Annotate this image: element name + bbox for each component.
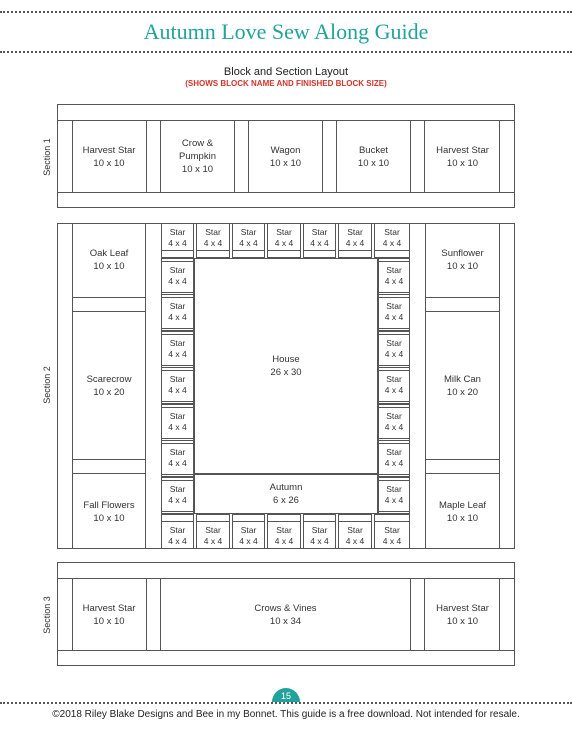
section-3-label: Section 3	[42, 596, 52, 634]
section-1-label: Section 1	[42, 138, 52, 176]
block-star: Star 4 x 4	[232, 223, 265, 251]
page-number-badge: 15	[272, 688, 300, 702]
block-star: Star 4 x 4	[161, 407, 194, 439]
block-bucket: Bucket 10 x 10	[357, 144, 390, 169]
block-star: Star 4 x 4	[161, 334, 194, 366]
title-dotted-divider	[0, 51, 572, 53]
footer-dotted-divider	[0, 702, 572, 704]
block-star: Star 4 x 4	[338, 521, 372, 549]
block-star: Star 4 x 4	[196, 223, 230, 251]
block-star: Star 4 x 4	[196, 521, 230, 549]
block-star: Star 4 x 4	[378, 407, 410, 439]
block-star: Star 4 x 4	[232, 521, 265, 549]
block-autumn: Autumn 6 x 26	[269, 482, 303, 506]
block-star: Star 4 x 4	[161, 370, 194, 402]
block-star: Star 4 x 4	[161, 480, 194, 512]
block-star: Star 4 x 4	[267, 521, 301, 549]
layout-note: (SHOWS BLOCK NAME AND FINISHED BLOCK SIZE)	[185, 79, 387, 88]
block-star: Star 4 x 4	[378, 480, 410, 512]
block-star: Star 4 x 4	[378, 297, 410, 329]
block-oak-leaf: Oak Leaf 10 x 10	[89, 248, 129, 272]
block-crows-vines: Crows & Vines 10 x 34	[254, 602, 317, 627]
block-star: Star 4 x 4	[303, 223, 336, 251]
block-star: Star 4 x 4	[378, 334, 410, 366]
block-star: Star 4 x 4	[161, 261, 194, 293]
block-star: Star 4 x 4	[378, 261, 410, 293]
block-wagon: Wagon 10 x 10	[269, 144, 302, 169]
block-maple-leaf: Maple Leaf 10 x 10	[438, 499, 486, 524]
block-star: Star 4 x 4	[161, 297, 194, 329]
block-star: Star 4 x 4	[161, 443, 194, 475]
block-harvest-star: Harvest Star 10 x 10	[436, 602, 489, 627]
block-scarecrow: Scarecrow 10 x 20	[86, 373, 132, 398]
block-star: Star 4 x 4	[161, 521, 194, 549]
block-star: Star 4 x 4	[161, 223, 194, 251]
block-crow-pumpkin: Crow & Pumpkin 10 x 10	[179, 138, 216, 175]
block-harvest-star: Harvest Star 10 x 10	[82, 602, 136, 627]
block-house: House 26 x 30	[270, 354, 302, 378]
block-harvest-star: Harvest Star 10 x 10	[82, 144, 136, 169]
page-title: Autumn Love Sew Along Guide	[143, 19, 429, 44]
block-star: Star 4 x 4	[374, 521, 410, 549]
block-milk-can: Milk Can 10 x 20	[444, 373, 481, 398]
block-star: Star 4 x 4	[374, 223, 410, 251]
block-fall-flowers: Fall Flowers 10 x 10	[83, 499, 135, 524]
block-star: Star 4 x 4	[338, 223, 372, 251]
block-harvest-star: Harvest Star 10 x 10	[436, 144, 489, 169]
block-sunflower: Sunflower 10 x 10	[441, 248, 484, 272]
block-star: Star 4 x 4	[303, 521, 336, 549]
footer-copyright: ©2018 Riley Blake Designs and Bee in my Bonnet. This guide is a free download. Not intended for resale.	[52, 709, 520, 720]
block-star: Star 4 x 4	[378, 370, 410, 402]
section-2-label: Section 2	[42, 366, 52, 404]
top-dotted-divider	[0, 11, 572, 13]
block-star: Star 4 x 4	[267, 223, 301, 251]
layout-subtitle: Block and Section Layout	[223, 66, 349, 78]
block-star: Star 4 x 4	[378, 443, 410, 475]
